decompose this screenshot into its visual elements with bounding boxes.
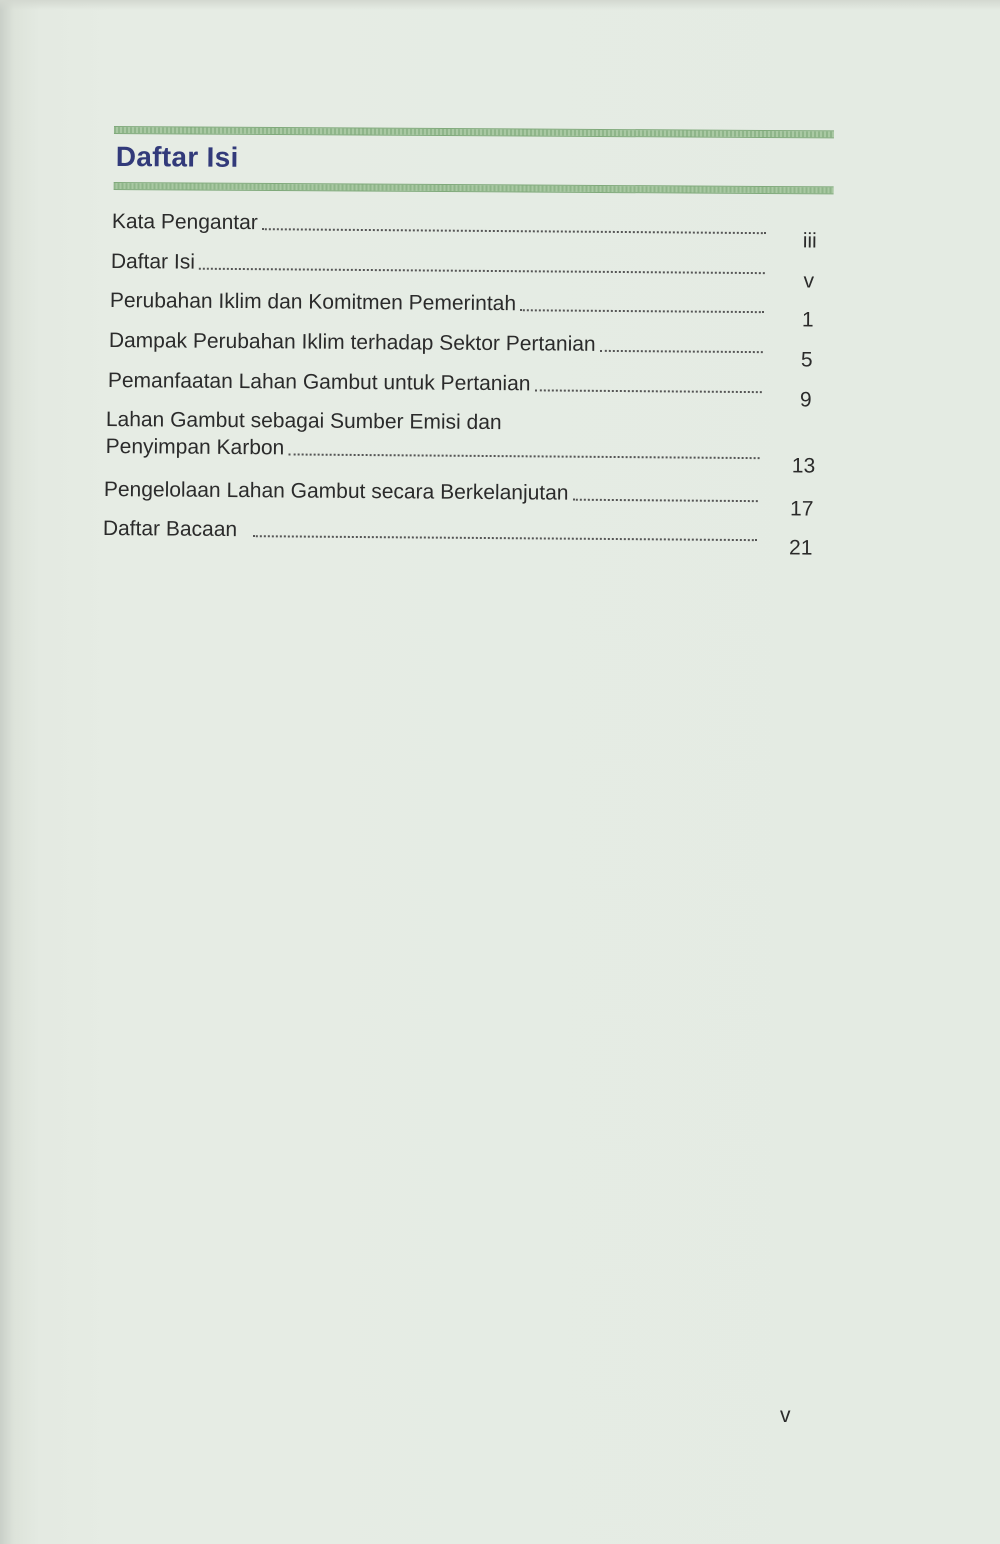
toc-entry-label: Dampak Perubahan Iklim terhadap Sektor Pertanian <box>108 328 596 356</box>
toc-entry-page: iii <box>802 229 817 253</box>
toc-leader-dots <box>600 349 763 353</box>
toc-entry-page: 9 <box>799 388 812 412</box>
toc-entry-label: Perubahan Iklim dan Komitmen Pemerintah <box>109 288 517 316</box>
toc-entry[interactable] <box>107 367 812 412</box>
toc-entry[interactable] <box>102 515 813 560</box>
toc-leader-dots <box>253 534 757 541</box>
page-title: Daftar Isi <box>115 141 239 173</box>
toc-entry[interactable] <box>109 287 814 332</box>
toc-entry-label: Kata Pengantar <box>111 209 258 235</box>
toc-entry-label: Daftar Isi <box>110 249 196 274</box>
toc-entry-page: 17 <box>789 497 814 521</box>
toc-entry-label-continued: Penyimpan Karbon <box>105 434 285 460</box>
toc-entry[interactable] <box>103 476 814 521</box>
toc-entry-label: Lahan Gambut sebagai Sumber Emisi dan <box>105 407 502 435</box>
toc-leader-dots <box>288 452 759 459</box>
page-number: v <box>780 1404 791 1427</box>
toc-entry-page: 5 <box>800 348 813 372</box>
toc-leader-dots <box>199 267 765 274</box>
toc-leader-dots <box>262 227 766 234</box>
toc-entry-page: v <box>803 269 815 293</box>
toc-leader-dots <box>572 498 757 502</box>
toc-entry-page: 21 <box>788 536 813 560</box>
toc-entry[interactable] <box>105 406 816 478</box>
toc-leader-dots <box>534 388 761 393</box>
toc-entry-label: Pengelolaan Lahan Gambut secara Berkelanjutan <box>103 477 569 505</box>
toc-entry-label: Daftar Bacaan <box>102 516 238 542</box>
table-of-contents <box>0 0 1000 600</box>
toc-entry-page: 13 <box>791 454 816 478</box>
toc-entry[interactable] <box>108 327 813 372</box>
toc-entry[interactable] <box>111 208 817 253</box>
toc-entry-page: 1 <box>801 308 814 332</box>
toc-leader-dots <box>520 308 764 313</box>
toc-entry-label: Pemanfaatan Lahan Gambut untuk Pertanian <box>107 368 531 396</box>
toc-entry[interactable] <box>110 248 815 293</box>
